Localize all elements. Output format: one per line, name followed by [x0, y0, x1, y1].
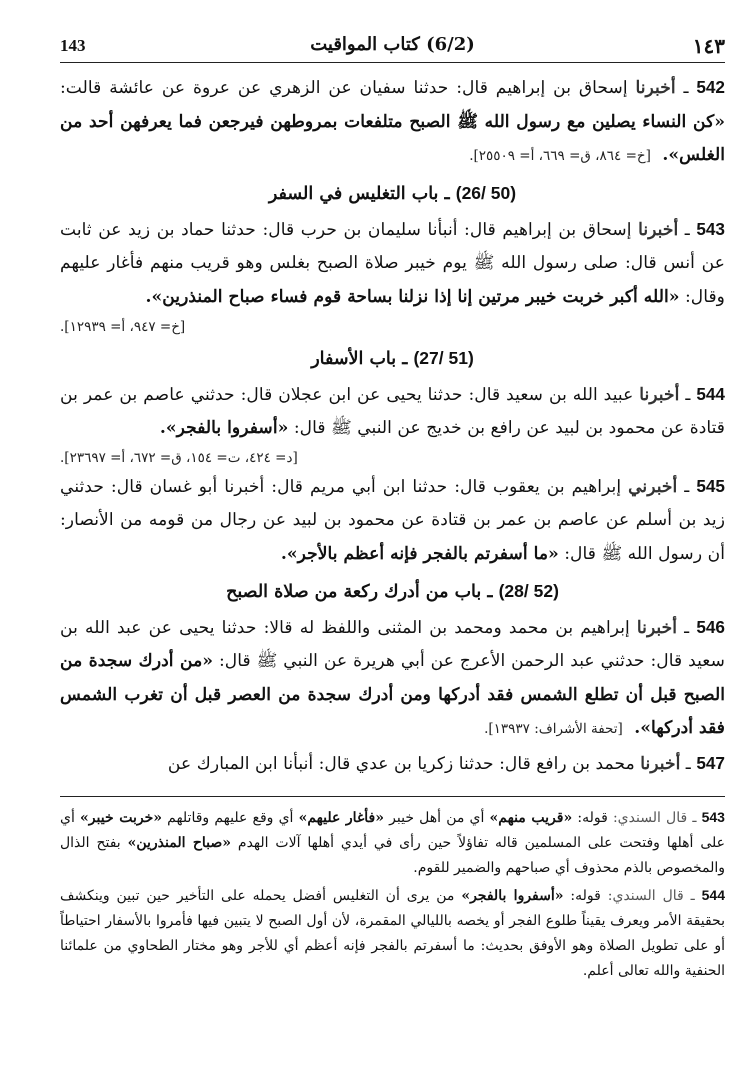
hadith-number: 545 — [696, 475, 725, 496]
footnote-quoted-phrase: «خربت خيبر» — [80, 809, 162, 826]
hadith-matn: «كن النساء يصلين مع رسول الله ﷺ الصبح متلفعات بمروطهن فيرجعن فما يعرفهن أحد من الغلس». — [60, 111, 725, 166]
page-number-latin: 143 — [60, 36, 86, 55]
footnote-543 — [60, 805, 725, 881]
footnote-segment: قوله: — [563, 887, 608, 904]
footnotes — [60, 805, 725, 984]
hadith-isnad: إسحاق بن إبراهيم قال: أنبأنا سليمان بن حرب قال: حدثنا حماد بن زيد عن ثابت عن أنس قال: صلى رسول الله ﷺ يوم خيبر صلاة الصبح بغلس وهو قريب منهم فأغار عليهم وقال: — [60, 219, 725, 307]
footnote-segment: أي من أهل خيبر — [383, 809, 490, 826]
chapter-number: (52 /28) — [498, 580, 559, 601]
hadith-intro: أخبرنا — [635, 78, 676, 98]
chapter-number: (51 /27) — [413, 347, 474, 368]
footnote-quoted-phrase: «أسفروا بالفجر» — [461, 887, 564, 904]
hadith-isnad: إسحاق بن إبراهيم قال: حدثنا سفيان عن الزهري عن عروة عن عائشة قالت: — [60, 78, 628, 98]
hadith-isnad: محمد بن رافع قال: حدثنا زكريا بن عدي قال: أنبأنا ابن المبارك عن — [167, 753, 635, 774]
hadith-intro: أخبرنا — [640, 753, 681, 774]
footnote-number: 543 — [701, 808, 725, 825]
hadith-isnad: إبراهيم بن يعقوب قال: حدثنا ابن أبي مريم قال: أخبرنا أبو غسان قال: حدثني زيد بن أسلم عن عاصم بن عمر بن قتادة عن محمود بن لبيد عن رجال من قومه من الأنصار: أن رسول الله ﷺ قال: — [60, 476, 725, 564]
hadith-546: 546 ـ أخبرنا إبراهيم بن محمد ومحمد بن المثنى واللفظ له قالا: حدثنا يحيى عن عبد الله بن سعيد قال: حدثني عبد الرحمن الأعرج عن أبي هريرة عن النبي ﷺ قال: «من أدرك سجدة من الصبح قبل أن تطلع الشمس فقد أدركها ومن أدرك سجدة من العصر قبل أن تغرب الشمس فقد أدركها». [تحفة الأشراف: ١٣٩٣٧]. — [60, 616, 725, 739]
chapter-title: ـ باب الأسفار — [311, 348, 408, 369]
footnote-544 — [60, 883, 725, 984]
footnote-segment: من يرى أن التغليس أفضل يحمله على التأخير حين تبين وينكشف بحقيقة الأمر ويعرف يقيناً طلوع الفجر أو يخصه بالليالي المقمرة، لأن أول الصبح لا يتبين فيها فأمروا بالأسفار احتياطاً أو على تطويل الصلاة وهو الأوفق بحديث: ما أسفرتم بالفجر فإنه أعظم أي للأجر وهو مختار الطحاوي من علمائنا الحنفية والله تعالى أعلم. — [60, 887, 725, 979]
running-title: (6/2) كتاب المواقيت — [310, 34, 475, 55]
hadith-547: 547 ـ أخبرنا محمد بن رافع قال: حدثنا زكريا بن عدي قال: أنبأنا ابن المبارك عن — [167, 752, 725, 774]
hadith-number: 542 — [696, 77, 725, 97]
book-page — [60, 30, 725, 1050]
hadith-intro: أخبرنا — [638, 219, 679, 240]
footnote-annotator: ـ قال السندي: — [607, 887, 695, 904]
chapter-number: (50 /26) — [455, 182, 517, 203]
hadith-number: 544 — [696, 383, 725, 404]
hadith-542: 542 ـ أخبرنا إسحاق بن إبراهيم قال: حدثنا سفيان عن الزهري عن عروة عن عائشة قالت: «كن النساء يصلين مع رسول الله ﷺ الصبح متلفعات بمروطهن فيرجعن فما يعرفهن أحد من الغلس». [خ= ٨٦٤، ق= ٦٦٩، أ= ٢٥٥٠٩]. — [60, 77, 725, 166]
hadith-reference: [خ= ٩٤٧، أ= ١٢٩٣٩]. — [60, 318, 186, 335]
hadith-isnad: عبيد الله بن سعيد قال: حدثنا يحيى عن ابن عجلان قال: حدثني عاصم بن عمر بن قتادة عن محمود بن لبيد عن رافع بن خديج عن النبي ﷺ قال: — [60, 384, 725, 439]
footnote-segment: قوله: — [572, 809, 613, 826]
hadith-reference: [خ= ٨٦٤، ق= ٦٦٩، أ= ٢٥٥٠٩]. — [469, 148, 651, 165]
hadith-intro: أخبرني — [628, 476, 678, 497]
hadith-matn: «الله أكبر خربت خيبر مرتين إنا إذا نزلنا بساحة قوم فساء صباح المنذرين». — [145, 286, 680, 307]
footnote-segment: أي على أهلها وفتحت على المسلمين قاله تفاؤلاً حين رأى في أيدي أهلها آلات الهدم — [60, 809, 725, 851]
hadith-545: 545 ـ أخبرني إبراهيم بن يعقوب قال: حدثنا ابن أبي مريم قال: أخبرنا أبو غسان قال: حدثني زيد بن أسلم عن عاصم بن عمر بن قتادة عن محمود بن لبيد عن رجال من قومه من الأنصار: أن رسول الله ﷺ قال: «ما أسفرتم بالفجر فإنه أعظم بالأجر». — [60, 475, 725, 564]
hadith-543: 543 ـ أخبرنا إسحاق بن إبراهيم قال: أنبأنا سليمان بن حرب قال: حدثنا حماد بن زيد عن ثابت عن أنس قال: صلى رسول الله ﷺ يوم خيبر صلاة الصبح بغلس وهو قريب منهم فأغار عليهم وقال: «الله أكبر خربت خيبر مرتين إنا إذا نزلنا بساحة قوم فساء صباح المنذرين». — [60, 218, 725, 307]
hadith-number: 547 — [696, 752, 725, 773]
hadith-matn: «أسفروا بالفجر». — [159, 418, 289, 439]
chapter-heading-52 — [60, 572, 725, 611]
hadith-intro: أخبرنا — [639, 384, 680, 405]
hadith-reference: [تحفة الأشراف: ١٣٩٣٧]. — [484, 721, 623, 738]
page-number-arabic: ١٤٣ — [692, 34, 725, 58]
main-text — [60, 71, 725, 984]
chapter-title: ـ باب التغليس في السفر — [268, 183, 450, 204]
footnote-annotator: ـ قال السندي: — [612, 809, 697, 826]
hadith-number: 543 — [696, 218, 725, 239]
chapter-title: ـ باب من أدرك ركعة من صلاة الصبح — [226, 581, 493, 602]
footnote-number: 544 — [701, 886, 725, 903]
hadith-544: 544 ـ أخبرنا عبيد الله بن سعيد قال: حدثنا يحيى عن ابن عجلان قال: حدثني عاصم بن عمر بن قتادة عن محمود بن لبيد عن رافع بن خديج عن النبي ﷺ قال: «أسفروا بالفجر». — [60, 383, 725, 439]
footnote-segment: أي وقع عليهم وقاتلهم — [161, 809, 299, 826]
footnote-quoted-phrase: «صباح المنذرين» — [127, 834, 231, 851]
footnote-divider — [60, 796, 725, 797]
hadith-reference: [د= ٤٢٤، ت= ١٥٤، ق= ٦٧٢، أ= ٢٣٦٩٧]. — [60, 449, 298, 466]
footnote-quoted-phrase: «فأغار عليهم» — [298, 809, 384, 826]
chapter-heading-50 — [60, 174, 725, 213]
chapter-heading-51 — [60, 339, 725, 378]
page-header — [60, 30, 725, 63]
footnote-quoted-phrase: «قريب منهم» — [489, 809, 573, 826]
hadith-intro: أخبرنا — [636, 617, 678, 638]
footnote-segment: بفتح الذال والمخصوص بالذم محذوف أي صباحهم والضمير للقوم. — [60, 834, 725, 876]
hadith-matn: «ما أسفرتم بالفجر فإنه أعظم بالأجر». — [280, 543, 559, 564]
hadith-number: 546 — [696, 616, 725, 637]
hadith-matn: «من أدرك سجدة من الصبح قبل أن تطلع الشمس فقد أدركها ومن أدرك سجدة من العصر قبل أن تغرب الشمس فقد أدركها». — [60, 651, 725, 739]
hadith-isnad: إبراهيم بن محمد ومحمد بن المثنى واللفظ له قالا: حدثنا يحيى عن عبد الله بن سعيد قال: حدثني عبد الرحمن الأعرج عن أبي هريرة عن النبي ﷺ قال: — [60, 617, 725, 672]
